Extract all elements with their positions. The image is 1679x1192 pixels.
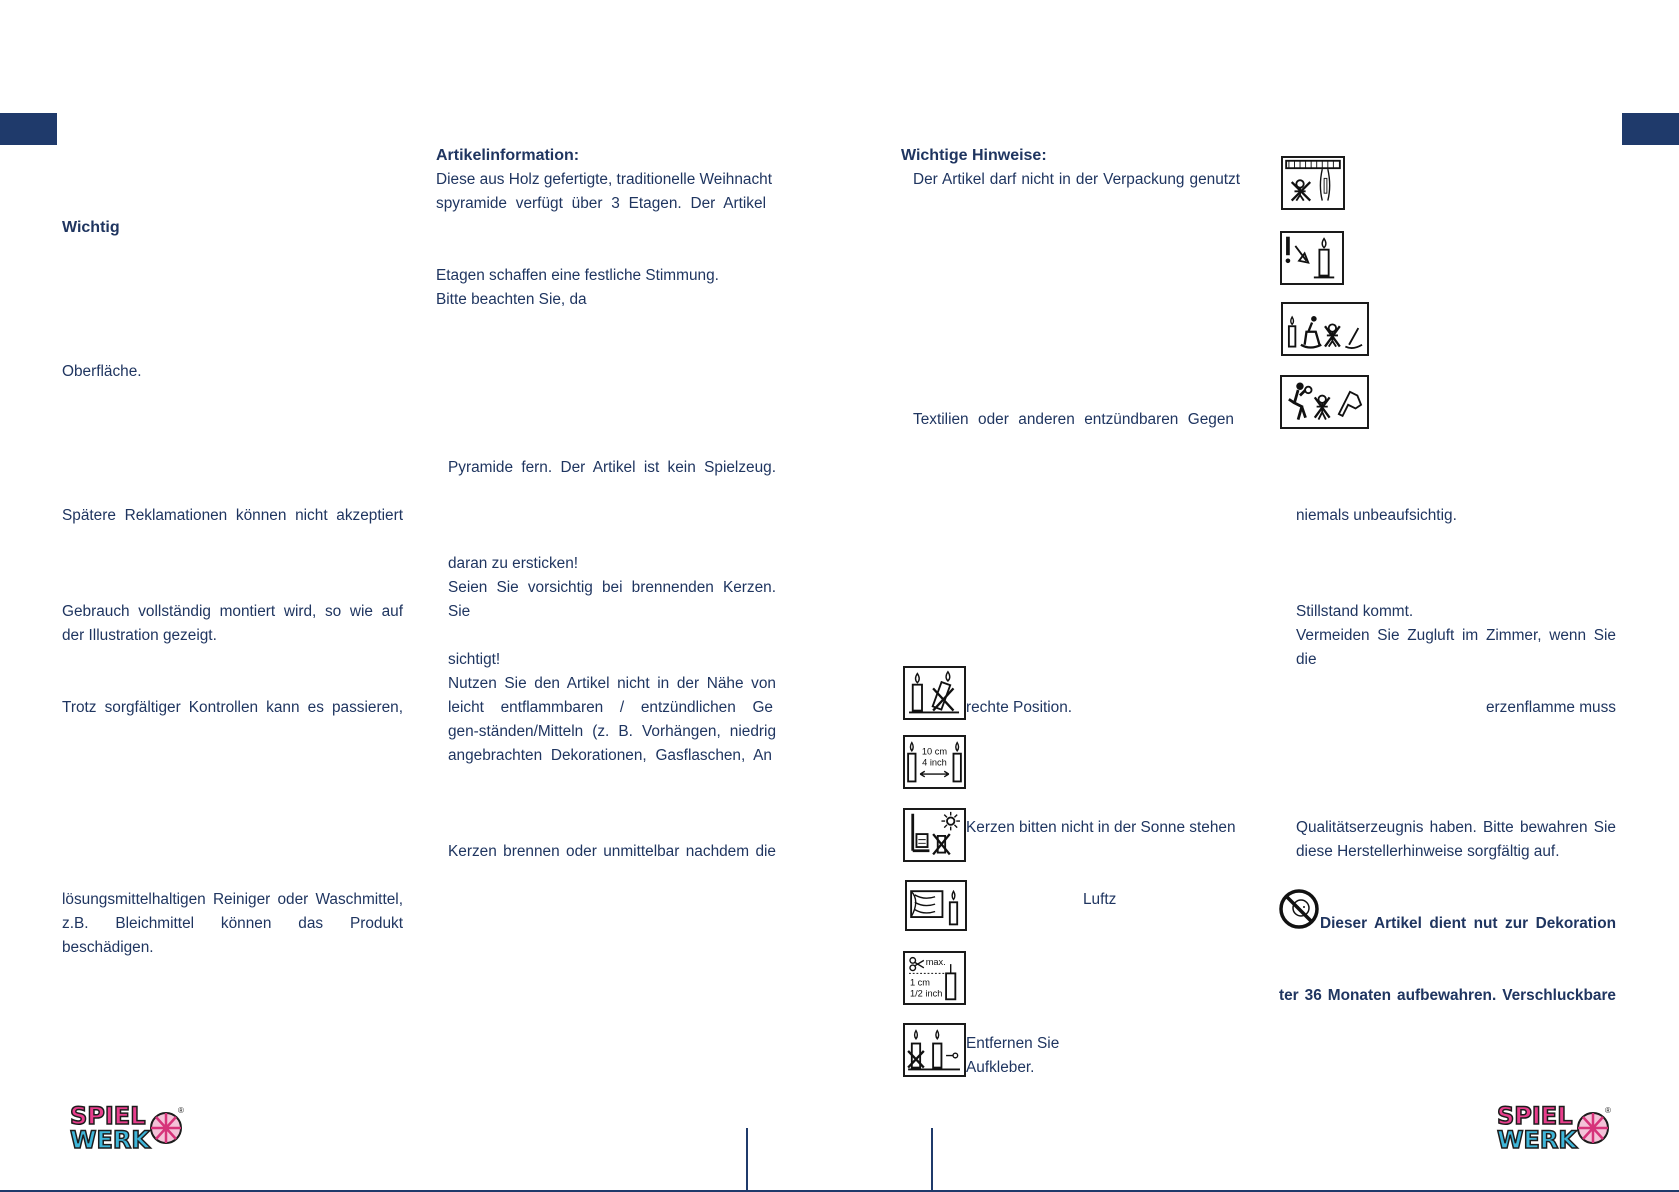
col2-line-10: leicht entflammbaren / entzündlichen Ge bbox=[448, 699, 773, 716]
logo-line-2-right: WERK bbox=[1497, 1126, 1577, 1152]
col4-line-7: Dieser Artikel dient nut zur Dekoration bbox=[1320, 915, 1616, 932]
col2-line-4: Bitte beachten Sie, da bbox=[436, 291, 587, 308]
candle-distance-icon bbox=[903, 735, 966, 789]
col2-line-5: Pyramide fern. Der Artikel ist kein Spielzeug. bbox=[448, 459, 776, 476]
col2-line-8: sichtigt! bbox=[448, 651, 501, 668]
col4-line-8: ter 36 Monaten aufbewahren. Verschluckbare bbox=[1279, 987, 1616, 1004]
col4-line-1: niemals unbeaufsichtig. bbox=[1296, 507, 1457, 524]
no-sun-icon bbox=[903, 808, 966, 862]
center-rule-right bbox=[931, 1128, 933, 1192]
logo-line-2: WERK bbox=[70, 1126, 150, 1152]
text-oberflaeche: Oberfläche. bbox=[62, 363, 142, 380]
text-reklamationen: Spätere Reklamationen können nicht akzeptiert bbox=[62, 507, 403, 524]
col4-line-4: erzenflamme muss bbox=[1486, 699, 1617, 716]
caution-candle-icon bbox=[1280, 231, 1344, 285]
col2-line-12: angebrachten Dekorationen, Gasflaschen, An bbox=[448, 747, 772, 764]
col3-line-5: Luftz bbox=[1083, 891, 1117, 908]
no-draft-icon bbox=[905, 880, 967, 931]
children-pets-icon bbox=[1280, 375, 1369, 429]
col3-line-1: Der Artikel darf nicht in der Verpackung genutzt bbox=[913, 171, 1240, 188]
text-reiniger-1: lösungsmittelhaltigen Reiniger oder Waschmittel, bbox=[62, 891, 403, 908]
logo-line-1-right: SPIEL bbox=[1497, 1102, 1573, 1130]
col4-line-5: Qualitätserzeugnis haben. Bitte bewahren Sie bbox=[1296, 819, 1616, 836]
no-packaging-icon bbox=[1281, 156, 1345, 210]
col4-line-3: Vermeiden Sie Zugluft im Zimmer, wenn Sie die bbox=[1296, 627, 1616, 668]
col2-line-2: spyramide verfügt über 3 Etagen. Der Artikel bbox=[436, 195, 766, 212]
col4-line-6: diese Herstellerhinweise sorgfältig auf. bbox=[1296, 843, 1560, 860]
artikelinformation-heading: Artikelinformation: bbox=[436, 147, 580, 164]
col2-line-3: Etagen schaffen eine festliche Stimmung. bbox=[436, 267, 719, 284]
trim-wick-icon bbox=[903, 951, 966, 1005]
distance-cm-label: 10 cm bbox=[921, 746, 948, 757]
left-page-tab bbox=[0, 113, 57, 145]
col3-line-3: rechte Position. bbox=[966, 699, 1073, 716]
no-unattended-icon bbox=[1281, 302, 1369, 356]
col2-line-6: daran zu ersticken! bbox=[448, 555, 579, 572]
text-kontrollen: Trotz sorgfältiger Kontrollen kann es passieren, bbox=[62, 699, 403, 716]
logo-registered-left: ® bbox=[178, 1106, 184, 1115]
not-for-children-icon bbox=[1278, 888, 1320, 930]
col3-line-4: Kerzen bitten nicht in der Sonne stehen bbox=[966, 819, 1236, 836]
center-rule-left bbox=[746, 1128, 748, 1192]
remove-stickers-icon bbox=[903, 1023, 966, 1077]
text-reiniger-2: z.B. Bleichmittel können das Produkt beschädigen. bbox=[62, 915, 403, 956]
text-gebrauch-2: der Illustration gezeigt. bbox=[62, 627, 217, 644]
col3-line-6: Entfernen Sie bbox=[966, 1035, 1060, 1052]
col2-line-9: Nutzen Sie den Artikel nicht in der Nähe von bbox=[448, 675, 776, 692]
spielwerk-logo-left bbox=[68, 1102, 184, 1152]
wick-cm-label: 1 cm bbox=[909, 977, 931, 988]
wichtig-heading: Wichtig bbox=[62, 219, 120, 236]
distance-inch-label: 4 inch bbox=[922, 757, 947, 768]
logo-registered-right: ® bbox=[1605, 1106, 1611, 1115]
spielwerk-logo-right bbox=[1495, 1102, 1611, 1152]
col3-line-7: Aufkleber. bbox=[966, 1059, 1035, 1076]
col4-line-2: Stillstand kommt. bbox=[1296, 603, 1414, 620]
logo-line-1: SPIEL bbox=[70, 1102, 146, 1130]
text-gebrauch-1: Gebrauch vollständig montiert wird, so wie auf bbox=[62, 603, 403, 620]
col2-line-11: gen-ständen/Mitteln (z. B. Vorhängen, niedrig bbox=[448, 723, 776, 740]
col3-line-2: Textilien oder anderen entzündbaren Gegen bbox=[913, 411, 1234, 428]
wichtige-hinweise-heading: Wichtige Hinweise: bbox=[901, 147, 1047, 164]
wick-inch-label: 1/2 inch bbox=[909, 988, 943, 999]
col2-line-7: Seien Sie vorsichtig bei brennenden Kerzen. Sie bbox=[448, 579, 776, 620]
col2-line-1: Diese aus Holz gefertigte, traditionelle Weihnacht bbox=[436, 171, 772, 188]
wick-max-label: max. bbox=[925, 957, 946, 968]
col2-line-13: Kerzen brennen oder unmittelbar nachdem die bbox=[448, 843, 776, 860]
right-page-tab bbox=[1622, 113, 1679, 145]
upright-candle-icon bbox=[903, 666, 966, 720]
